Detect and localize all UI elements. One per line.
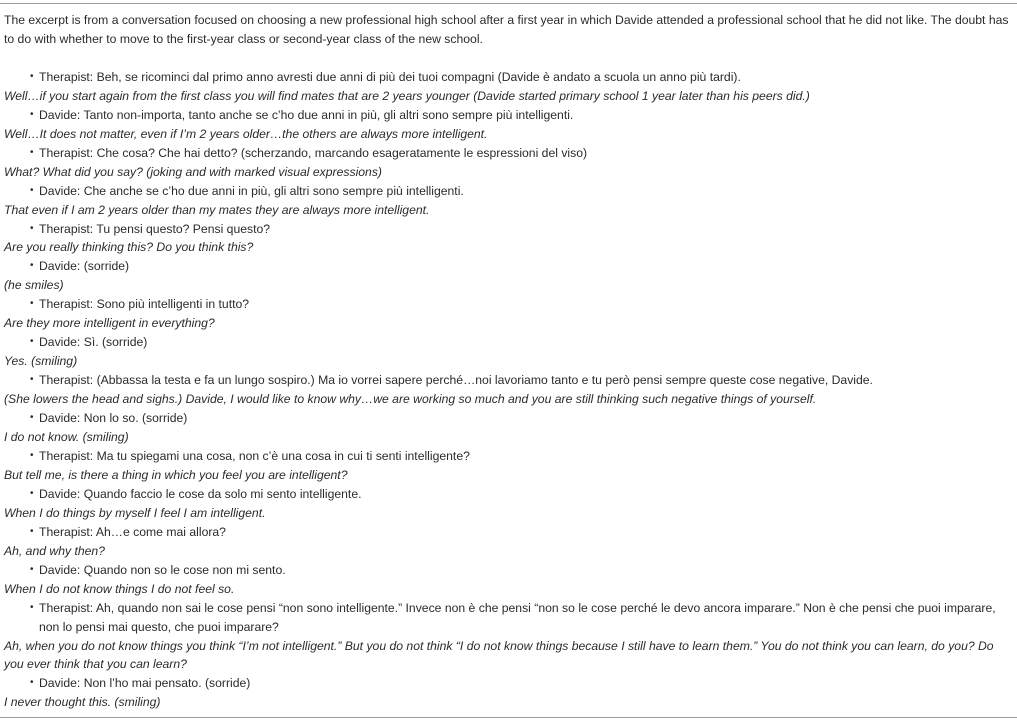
bullet-icon: •	[30, 146, 34, 158]
bullet-icon: •	[30, 677, 34, 689]
bullet-icon: •	[30, 222, 34, 234]
bullet-icon: •	[30, 601, 34, 613]
english-translation: When I do not know things I do not feel so.	[4, 581, 235, 596]
italian-line	[4, 523, 1012, 542]
english-translation: What? What did you say? (joking and with marked visual expressions)	[4, 164, 382, 179]
italian-text: Therapist: Ma tu spiegami una cosa, non c’è una cosa in cui ti senti intelligente?	[39, 448, 470, 463]
english-translation: Ah, when you do not know things you think “I’m not intelligent.” But you do not think “I do not know things because I still have to learn them.” You do not think you can learn, do you? Do you ever think that you can learn?	[4, 638, 994, 672]
bottom-rule	[0, 717, 1017, 718]
english-translation: Well…It does not matter, even if I’m 2 years older…the others are always more intelligent.	[4, 126, 488, 141]
english-translation: Ah, and why then?	[4, 543, 105, 558]
italian-text: Therapist: Sono più intelligenti in tutto?	[39, 297, 250, 312]
italian-line	[4, 106, 1012, 125]
italian-text: Davide: Tanto non-importa, tanto anche se c’ho due anni in più, gli altri sono sempre più intelligenti.	[39, 107, 574, 122]
english-translation: Yes. (smiling)	[4, 354, 78, 369]
english-translation: Well…if you start again from the first class you will find mates that are 2 years younger (Davide started primary school 1 year later than his peers did.)	[4, 88, 810, 103]
italian-text: Davide: Non lo so. (sorride)	[39, 411, 188, 426]
bullet-icon: •	[30, 487, 34, 499]
italian-line	[4, 561, 1012, 580]
italian-text: Therapist: Beh, se ricominci dal primo anno avresti due anni di più dei tuoi compagni (Davide è andato a scuola un anno più tardi).	[39, 69, 741, 84]
italian-text: Davide: Sì. (sorride)	[39, 335, 148, 350]
italian-line	[4, 447, 1012, 466]
english-translation: When I do things by myself I feel I am intelligent.	[4, 505, 266, 520]
italian-text: Therapist: Tu pensi questo? Pensi questo?	[39, 221, 271, 236]
italian-line	[4, 333, 1012, 352]
italian-line	[4, 68, 1012, 87]
italian-line	[4, 409, 1012, 428]
english-translation: (he smiles)	[4, 278, 64, 293]
english-translation: I never thought this. (smiling)	[4, 695, 161, 710]
english-translation: Are you really thinking this? Do you think this?	[4, 240, 254, 255]
bullet-icon: •	[30, 525, 34, 537]
italian-line	[4, 674, 1012, 693]
bullet-icon: •	[30, 184, 34, 196]
italian-line	[4, 295, 1012, 314]
bullet-icon: •	[30, 108, 34, 120]
bullet-icon: •	[30, 412, 34, 424]
bullet-icon: •	[30, 260, 34, 272]
table-content	[4, 11, 1012, 712]
bullet-icon: •	[30, 298, 34, 310]
italian-text: Davide: Quando non so le cose non mi sento.	[39, 562, 286, 577]
italian-line	[4, 182, 1012, 201]
english-translation: Are they more intelligent in everything?	[4, 316, 215, 331]
bullet-icon: •	[30, 563, 34, 575]
bullet-icon: •	[30, 70, 34, 82]
bullet-icon: •	[30, 449, 34, 461]
english-translation: I do not know. (smiling)	[4, 430, 129, 445]
italian-text: Therapist: Ah…e come mai allora?	[39, 524, 226, 539]
english-translation: But tell me, is there a thing in which you feel you are intelligent?	[4, 467, 348, 482]
italian-text: Therapist: Ah, quando non sai le cose pensi “non sono intelligente.” Invece non è che pensi “non so le cose perché le devo ancora imparare.” Non è che pensi che puoi imparare, non lo pensi mai questo, che puoi imparare?	[39, 600, 996, 634]
italian-text: Therapist: (Abbassa la testa e fa un lungo sospiro.) Ma io vorrei sapere perché…noi lavoriamo tanto e tu però pensi sempre queste cose negative, Davide.	[39, 373, 873, 388]
intro-paragraph: The excerpt is from a conversation focused on choosing a new professional high school after a first year in which Davide attended a professional school that he did not like. The doubt has to do with whether to move to the first-year class or second-year class of the new school.	[4, 13, 1009, 46]
top-rule	[0, 3, 1017, 4]
italian-text: Davide: (sorride)	[39, 259, 130, 274]
italian-text: Davide: Quando faccio le cose da solo mi sento intelligente.	[39, 486, 362, 501]
bullet-icon: •	[30, 374, 34, 386]
english-translation: That even if I am 2 years older than my mates they are always more intelligent.	[4, 202, 430, 217]
italian-line	[4, 144, 1012, 163]
exchange-list	[4, 68, 1012, 712]
italian-line	[4, 220, 1012, 239]
english-translation: (She lowers the head and sighs.) Davide, I would like to know why…we are working so much and you are still thinking such negative things of yourself.	[4, 392, 817, 407]
italian-line	[4, 371, 1012, 390]
bullet-icon: •	[30, 336, 34, 348]
italian-text: Therapist: Che cosa? Che hai detto? (scherzando, marcando esageratamente le espressioni del viso)	[39, 145, 588, 160]
italian-line	[4, 485, 1012, 504]
italian-text: Davide: Che anche se c’ho due anni in più, gli altri sono sempre più intelligenti.	[39, 183, 464, 198]
italian-line	[4, 257, 1012, 276]
italian-text: Davide: Non l’ho mai pensato. (sorride)	[39, 676, 251, 691]
italian-line	[4, 599, 1012, 637]
